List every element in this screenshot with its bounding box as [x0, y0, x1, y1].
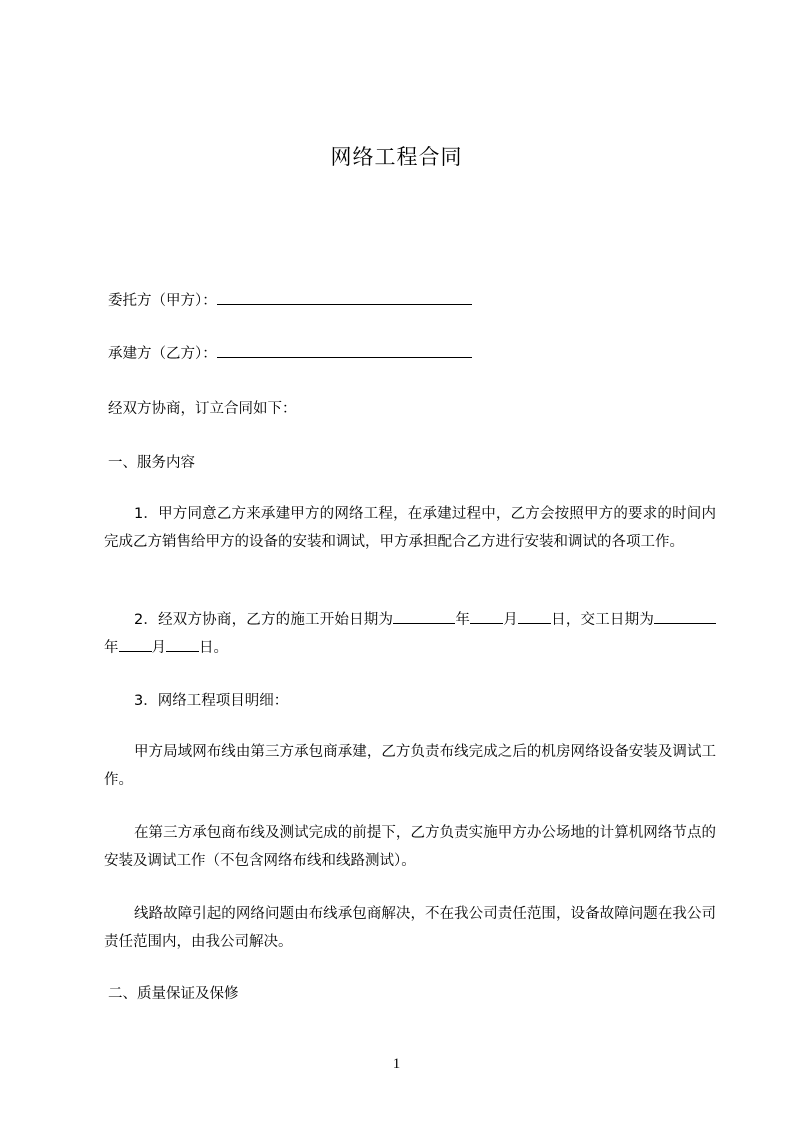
client-party-line: [108, 287, 708, 315]
page-title: 网络工程合同: [330, 145, 463, 169]
delivery-month-label: 月: [151, 640, 166, 656]
project-detail-3: 线路故障引起的网络问题由布线承包商解决，不在我公司责任范围，设备故障问题在我公司责任范围内，由我公司解决。: [104, 906, 716, 950]
page-number: 1: [392, 1056, 401, 1072]
delivery-day-blank: [166, 637, 199, 652]
clause-2-prefix: 2．经双方协商，乙方的施工开始日期为: [134, 612, 394, 628]
start-year-blank: [393, 609, 455, 624]
start-month-blank: [470, 609, 503, 624]
delivery-year-blank: [654, 609, 716, 624]
contractor-party-line: [108, 340, 708, 368]
delivery-date-label: 日，交工日期为: [550, 612, 655, 628]
intro-text: 经双方协商，订立合同如下：: [108, 401, 297, 417]
delivery-year-label: 年: [104, 640, 119, 656]
contractor-party-label: 承建方（乙方）：: [108, 346, 217, 362]
client-party-label: 委托方（甲方）：: [108, 293, 217, 309]
project-detail-1: 甲方局域网布线由第三方承包商承建，乙方负责布线完成之后的机房网络设备安装及调试工作。: [104, 744, 716, 788]
delivery-day-label: 日。: [199, 640, 228, 656]
section-heading-quality: 二、质量保证及保修: [108, 986, 239, 1002]
client-party-blank: [217, 290, 472, 305]
clause-3-heading: 3．网络工程项目明细：: [134, 693, 289, 709]
start-day-blank: [518, 609, 551, 624]
start-month-label: 月: [503, 612, 518, 628]
delivery-month-blank: [119, 637, 152, 652]
contractor-party-blank: [217, 343, 472, 358]
clause-2-paragraph: [104, 606, 716, 662]
start-year-label: 年: [455, 612, 471, 628]
clause-1-paragraph: 1．甲方同意乙方来承建甲方的网络工程，在承建过程中，乙方会按照甲方的要求的时间内完成乙方销售给甲方的设备的安装和调试，甲方承担配合乙方进行安装和调试的各项工作。: [104, 506, 716, 550]
project-detail-2: 在第三方承包商布线及测试完成的前提下，乙方负责实施甲方办公场地的计算机网络节点的安装及调试工作（不包含网络布线和线路测试）。: [104, 825, 716, 869]
section-heading-service: 一、服务内容: [108, 455, 195, 471]
